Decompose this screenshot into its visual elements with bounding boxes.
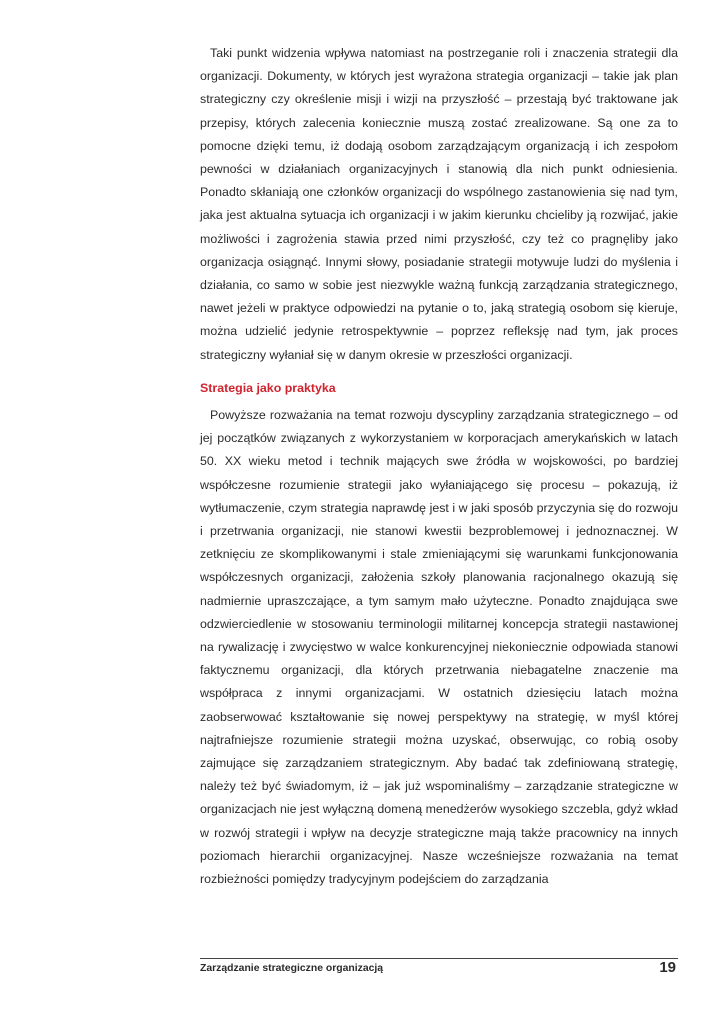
section-heading: Strategia jako praktyka (200, 381, 336, 395)
footer-divider (200, 958, 678, 959)
body-paragraph-1: Taki punkt widzenia wpływa natomiast na postrzeganie roli i znaczenia strategii dla organizacji. Dokumenty, w których jest wyrażona strategia organizacji – takie jak plan strategiczny czy określenie misji i wizji na przyszłość – przestają być traktowane jak przepisy, których zalecenia koniecznie muszą zostać zrealizowane. Są one za to pomocne dzięki temu, iż dodają osobom zarządzającym organizacją i ich zespołom pewności w działaniach organizacyjnych i stanowią dla nich punkt odniesienia. Ponadto skłaniają one członków organizacji do wspólnego zastanowienia się nad tym, jaka jest aktualna sytuacja ich organizacji i w jakim kierunku chcieliby ją rozwijać, jakie możliwości i zagrożenia stawia przed nimi przyszłość, czy też co pragnęliby jako organizacja osiągnąć. Innymi słowy, posiadanie strategii motywuje ludzi do myślenia i działania, co samo w sobie jest niezwykle ważną funkcją zarządzania strategicznego, nawet jeżeli w praktyce odpowiedzi na pytanie o to, jaką strategią osobom się kieruje, można udzielić jedynie retrospektywnie – poprzez refleksję nad tym, jak proces strategiczny wyłaniał się w danym okresie w przeszłości organizacji. (200, 46, 678, 362)
footer-title: Zarządzanie strategiczne organizacją (200, 963, 384, 974)
body-paragraph-2: Powyższe rozważania na temat rozwoju dyscypliny zarządzania strategicznego – od jej początków związanych z wykorzystaniem w korporacjach amerykańskich w latach 50. XX wieku metod i technik mających swe źródła w wojskowości, po bardziej współczesne rozumienie strategii jako wyłaniającego się procesu – pokazują, iż wytłumaczenie, czym strategia naprawdę jest i w jaki sposób przyczynia się do rozwoju i przetrwania organizacji, nie stanowi kwestii bezproblemowej i jednoznacznej. W zetknięciu ze skomplikowanymi i stale zmieniającymi się warunkami funkcjonowania współczesnych organizacji, założenia szkoły planowania racjonalnego okazują się nadmiernie upraszczające, a tym samym mało użyteczne. Ponadto znajdująca swe odzwierciedlenie w stosowaniu terminologii militarnej koncepcja strategii nastawionej na rywalizację i zwycięstwo w walce konkurencyjnej niekoniecznie odpowiada stanowi faktycznemu organizacji, dla których przetrwania niebagatelne znaczenie ma współpraca z innymi organizacjami. W ostatnich dziesięciu latach można zaobserwować kształtowanie się nowej perspektywy na strategię, w myśl której najtrafniejsze rozumienie strategii można uzyskać, obserwując, co robią osoby zajmujące się zarządzaniem strategicznym. Aby badać tak zdefiniowaną strategię, należy też być świadomym, iż – jak już wspominaliśmy – zarządzanie strategiczne w organizacjach nie jest wyłączną domeną menedżerów wysokiego szczebla, gdyż wkład w rozwój strategii i wpływ na decyzje strategiczne mają także pracownicy na innych poziomach hierarchii organizacyjnej. Nasze wcześniejsze rozważania na temat rozbieżności pomiędzy tradycyjnym podejściem do zarządzania (200, 408, 678, 887)
page-number: 19 (659, 959, 676, 976)
